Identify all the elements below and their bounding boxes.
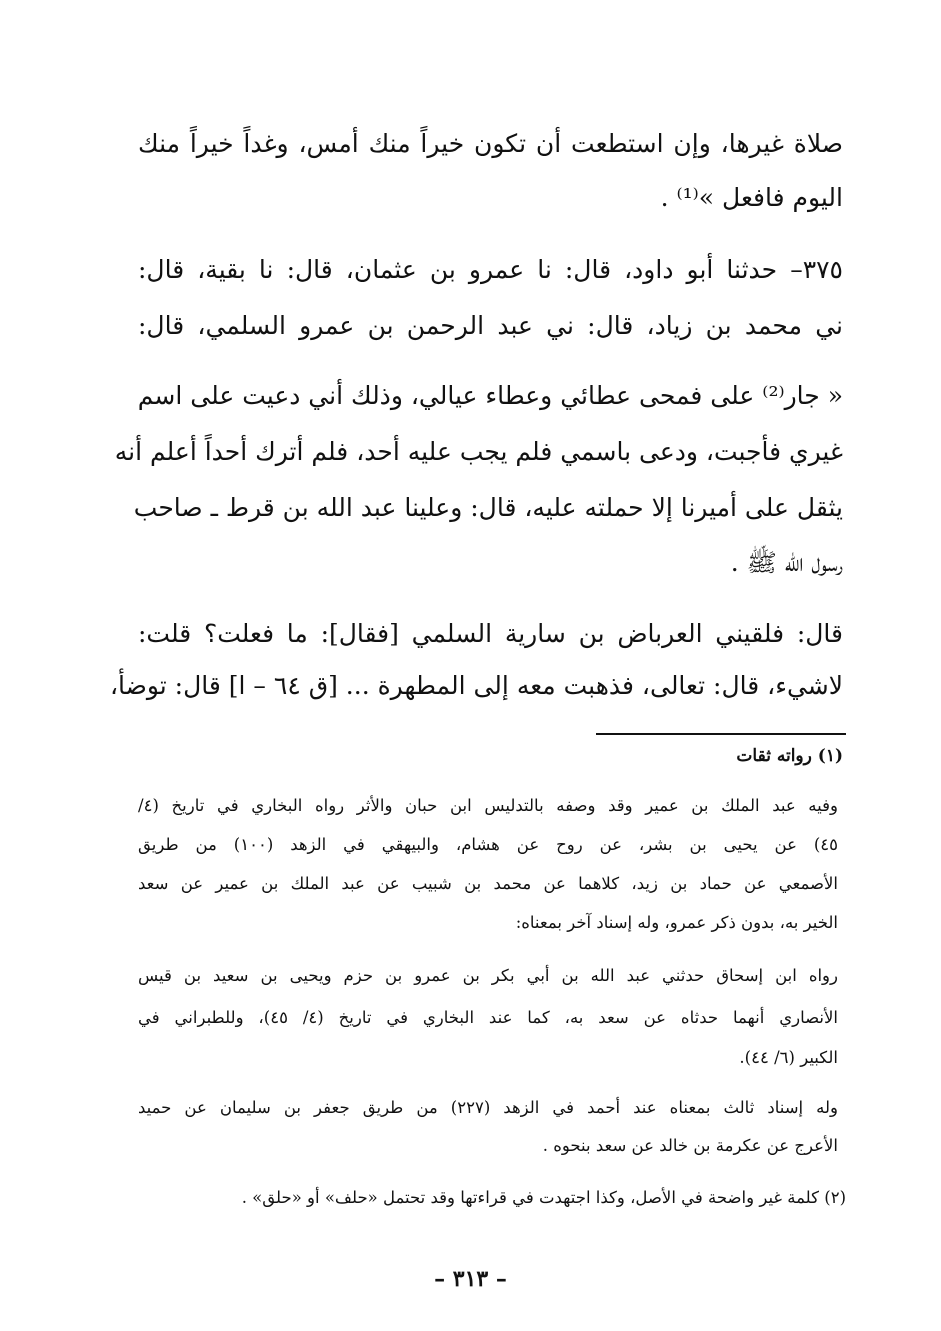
footnote-separator — [596, 733, 846, 735]
hadith-isnad-line: ني محمد بن زياد، قال: ني عبد الرحمن بن عمرو السلمي، قال: — [138, 311, 843, 340]
body-text-line: اليوم فافعل »⁽¹⁾ . — [660, 183, 843, 212]
page-number: – ٣١٣ – — [434, 1266, 507, 1292]
footnote-line: الخير به، بدون ذكر عمرو، وله إسناد آخر بمعناه: — [515, 913, 838, 932]
body-text-line: صلاة غيرها، وإن استطعت أن تكون خيراً منك أمس، وغداً خيراً منك — [138, 129, 843, 158]
hadith-isnad-line: ٣٧٥– حدثنا أبو داود، قال: نا عمرو بن عثمان، قال: نا بقية، قال: — [138, 255, 843, 284]
footnote-line: الكبير (٦/ ٤٤). — [739, 1048, 838, 1067]
footnote-line: الأعرج عن عكرمة بن خالد عن سعد بنحوه . — [542, 1136, 838, 1155]
hadith-text-line: يثقل على أميرنا إلا حملته عليه، قال: وعلينا عبد الله بن قرط ـ صاحب — [133, 493, 843, 522]
hadith-text-line: رسول الله ﷺ . — [730, 548, 843, 577]
footnote-line: رواه ابن إسحاق حدثني عبد الله بن أبي بكر بن عمرو بن حزم ويحيى بن سعيد بن قيس — [138, 966, 838, 985]
hadith-text-line: غيري فأجبت، ودعى باسمي فلم يجب عليه أحد، فلم أترك أحداً أعلم أنه — [114, 437, 843, 466]
hadith-text-line: قال: فلقيني العرباض بن سارية السلمي [فقال]: ما فعلت؟ قلت: — [138, 619, 843, 648]
hadith-text-line: « جار⁽²⁾ على فمحى عطائي وعطاء عيالي، وذلك أني دعيت على اسم — [137, 381, 843, 410]
footnote-line: وله إسناد ثالث بمعناه عند أحمد في الزهد (٢٢٧) من طريق جعفر بن سليمان عن حميد — [138, 1098, 838, 1117]
footnote-line: الأصمعي عن حماد بن زيد، كلاهما عن محمد بن شبيب عن عبد الملك بن عمير عن سعد — [138, 874, 838, 893]
hadith-text-line: لاشيء، قال: تعالى، فذهبت معه إلى المطهرة ... [ق ٦٤ – ا] قال: توضأ، — [109, 671, 843, 700]
footnote-line: ٤٥) عن يحيى بن بشر، عن روح عن هشام، والبيهقي في الزهد (١٠٠) من طريق — [138, 835, 838, 854]
footnote-line: الأنصاري أنهما حدثاه عن سعد به، كما عند البخاري في تاريخ (٤/ ٤٥)، وللطبراني في — [138, 1008, 838, 1027]
footnote-1-title: (١) رواته ثقات — [736, 746, 843, 766]
footnote-2: (٢) كلمة غير واضحة في الأصل، وكذا اجتهدت في قراءتها وقد تحتمل «حلف» أو «حلق» . — [241, 1188, 846, 1207]
footnote-line: وفيه عبد الملك بن عمير وقد وصفه بالتدليس ابن حبان والأثر رواه البخاري في تاريخ (٤/ — [138, 796, 838, 815]
